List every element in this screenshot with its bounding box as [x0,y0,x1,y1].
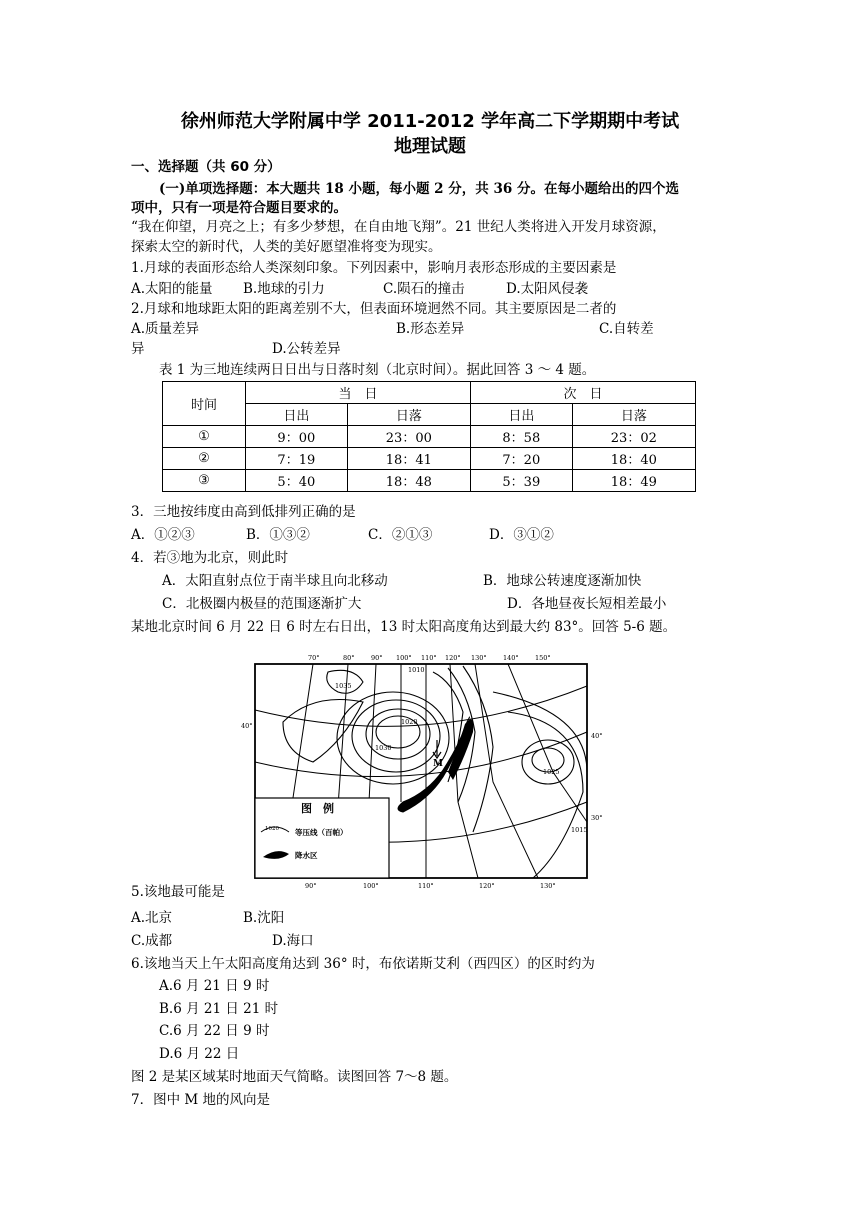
lon-label-bottom: 100° [363,882,379,890]
q3-option-d: D．③①② [489,527,554,543]
isobar-label: 1015 [571,826,588,834]
q2-option-c-continued: 异 [131,341,145,357]
table-cell: ② [163,448,246,470]
lat-label: 30° [591,814,603,822]
lon-label-top: 130° [471,654,487,662]
table-cell: 8：58 [470,426,572,448]
legend-rain-label: 降水区 [295,851,318,860]
lon-label-bottom: 90° [305,882,317,890]
lon-label-top: 110° [421,654,437,662]
lat-label: 40° [241,722,253,730]
q4-option-c: C．北极圈内极昼的范围逐渐扩大 [162,596,362,612]
lon-label-top: 100° [396,654,412,662]
q5-option-c: C.成都 [131,933,173,949]
table-header-today: 当 日 [246,382,471,404]
q1-stem: 1.月球的表面形态给人类深刻印象。下列因素中，影响月表形态形成的主要因素是 [131,260,617,276]
table-cell: 23：02 [572,426,695,448]
q6-option-a: A.6 月 21 日 9 时 [159,978,270,994]
lon-label-bottom: 120° [479,882,495,890]
q4-stem: 4．若③地为北京，则此时 [131,550,289,566]
q1-option-a: A.太阳的能量 [131,281,213,297]
table-header-time: 时间 [163,382,246,426]
weather-map [241,652,603,890]
table-subheader: 日出 [246,404,348,426]
table-cell: 9：00 [246,426,348,448]
intro-line-1: “我在仰望，月亮之上；有多少梦想，在自由地飞翔”。21 世纪人类将进入开发月球资源， [131,219,666,235]
q5-option-b: B.沈阳 [243,910,285,926]
sunrise-sunset-table [162,381,696,492]
table-cell: 7：20 [470,448,572,470]
table-header-nextday: 次 日 [470,382,695,404]
section-heading: 一、选择题（共 60 分） [131,159,281,175]
table-cell: 18：48 [347,470,470,492]
q4-option-b: B．地球公转速度逐渐加快 [483,573,642,589]
legend-isobar-sample: 1020 [265,826,279,832]
table-row [163,426,696,448]
table-subheader: 日出 [470,404,572,426]
intro-line-2: 探索太空的新时代，人类的美好愿望准将变为现实。 [131,239,442,255]
table-cell: 5：40 [246,470,348,492]
isobar-label: 1035 [335,682,352,690]
lon-label-top: 80° [343,654,355,662]
table-row [163,448,696,470]
table-row [163,470,696,492]
table-subheader: 日落 [572,404,695,426]
table-cell: 7：19 [246,448,348,470]
q2-option-b: B.形态差异 [396,321,465,337]
q2-option-c: C.自转差 [599,321,654,337]
isobar-label: 1030 [375,744,392,752]
q6-stem: 6.该地当天上午太阳高度角达到 36° 时，布依诺斯艾利（西四区）的区时约为 [131,956,595,972]
q2-option-a: A.质量差异 [131,321,200,337]
q5-option-d: D.海口 [272,933,314,949]
lon-label-top: 90° [371,654,383,662]
lon-label-top: 120° [445,654,461,662]
weather-map-figure [241,652,603,890]
isobar-label: 1010 [408,666,425,674]
isobar-label: 1025 [543,768,560,776]
table-intro: 表 1 为三地连续两日日出与日落时刻（北京时间）。据此回答 3 ～ 4 题。 [159,362,596,378]
q6-option-b: B.6 月 21 日 21 时 [159,1001,279,1017]
q3-stem: 3．三地按纬度由高到低排列正确的是 [131,504,356,520]
q6-option-c: C.6 月 22 日 9 时 [159,1023,270,1039]
table-cell: ① [163,426,246,448]
fig2-intro: 图 2 是某区域某时地面天气简略。读图回答 7～8 题。 [131,1069,458,1085]
lat-label: 40° [591,732,603,740]
table-cell: 18：40 [572,448,695,470]
doc-title: 徐州师范大学附属中学 2011-2012 学年高二下学期期中考试 [180,111,680,132]
m-point-label: M [433,759,443,769]
q2-option-d: D.公转差异 [272,341,341,357]
table-subheader: 日落 [347,404,470,426]
q4-option-a: A．太阳直射点位于南半球且向北移动 [162,573,388,589]
q4-option-d: D．各地昼夜长短相差最小 [507,596,667,612]
q5-stem: 5.该地最可能是 [131,884,225,900]
q5-option-a: A.北京 [131,910,173,926]
table-cell: 18：41 [347,448,470,470]
q1-option-d: D.太阳风侵袭 [506,281,589,297]
legend-title: 图 例 [301,802,334,815]
lon-label-bottom: 130° [540,882,556,890]
lon-label-top: 70° [308,654,320,662]
q3-option-b: B．①③② [246,527,310,543]
q2-stem: 2.月球和地球距太阳的距离差别不大，但表面环境迥然不同。其主要原因是二者的 [131,301,617,317]
instruction-line-2: 项中，只有一项是符合题目要求的。 [131,200,347,216]
q3-option-c: C．②①③ [368,527,433,543]
table-cell: ③ [163,470,246,492]
lon-label-top: 150° [535,654,551,662]
table-cell: 23：00 [347,426,470,448]
q1-option-b: B.地球的引力 [243,281,325,297]
lon-label-bottom: 110° [418,882,434,890]
table-cell: 5：39 [470,470,572,492]
q56-intro: 某地北京时间 6 月 22 日 6 时左右日出，13 时太阳高度角达到最大约 83°。回答 5-6 题。 [131,619,677,635]
q6-option-d: D.6 月 22 日 [159,1046,240,1062]
isobar-label: 1020 [401,718,418,726]
table-cell: 18：49 [572,470,695,492]
legend-isobar-label: 等压线（百帕） [295,828,348,837]
q1-option-c: C.陨石的撞击 [383,281,465,297]
q7-stem: 7．图中 M 地的风向是 [131,1092,270,1108]
q3-option-a: A．①②③ [131,527,195,543]
doc-subtitle: 地理试题 [394,136,466,157]
lon-label-top: 140° [503,654,519,662]
instruction-line-1: (一)单项选择题：本大题共 18 小题，每小题 2 分，共 36 分。在每小题给出的四个选 [159,181,679,197]
